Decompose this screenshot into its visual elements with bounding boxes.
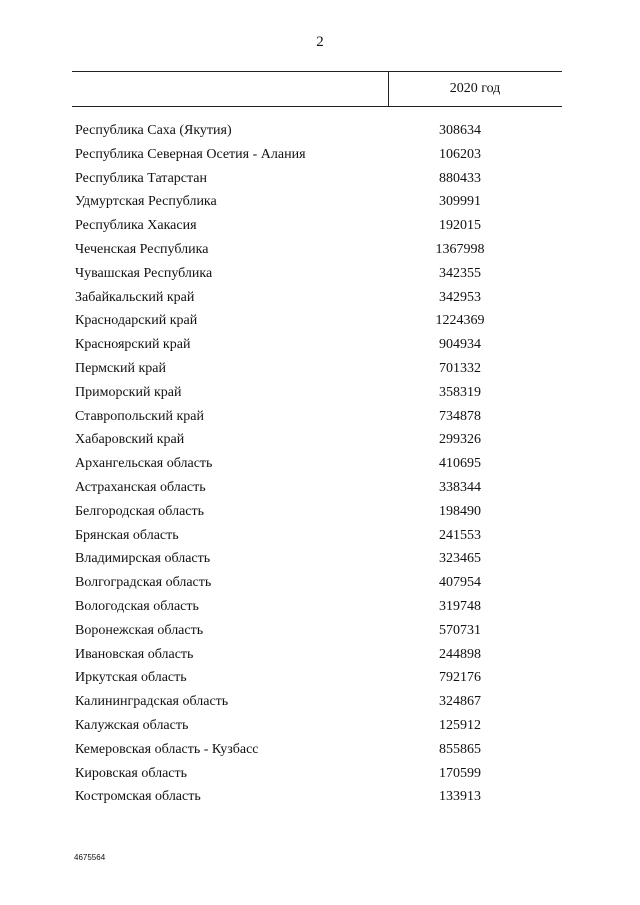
table-row [75,718,555,742]
region-name: Хабаровский край [75,432,185,448]
region-value: 198490 [439,503,481,519]
table-row [75,599,555,623]
region-name: Кировская область [75,765,188,781]
table-row [75,504,555,528]
table-row [75,218,555,242]
region-name: Кемеровская область - Кузбасс [75,741,259,757]
region-value: 1367998 [435,241,485,257]
region-name: Удмуртская Республика [75,194,217,210]
region-name: Ивановская область [75,646,194,662]
region-value: 407954 [439,575,481,591]
table-row [75,361,555,385]
region-name: Астраханская область [75,479,206,495]
region-name: Пермский край [75,360,166,376]
region-value: 170599 [439,765,481,781]
region-value: 241553 [439,527,481,543]
region-value: 323465 [439,551,481,567]
region-name: Красноярский край [75,337,191,353]
region-value: 904934 [439,337,481,353]
table-row [75,551,555,575]
region-name: Костромская область [75,789,201,805]
region-value: 106203 [439,146,481,162]
region-value: 244898 [439,646,481,662]
header-bottom-rule [72,106,562,107]
region-value: 324867 [439,694,481,710]
page-number: 2 [316,34,324,50]
table-row [75,337,555,361]
region-name: Иркутская область [75,670,187,686]
table-row [75,480,555,504]
region-name: Владимирская область [75,551,211,567]
region-value: 855865 [439,741,481,757]
region-name: Воронежская область [75,622,204,638]
table-row [75,242,555,266]
region-name: Архангельская область [75,456,213,472]
region-value: 125912 [439,717,481,733]
table-row [75,766,555,790]
table-header [72,71,562,107]
table-row [75,385,555,409]
table-row [75,623,555,647]
region-value: 133913 [439,789,481,805]
table-row [75,528,555,552]
table-row [75,742,555,766]
table-row [75,313,555,337]
region-name: Чувашская Республика [75,265,213,281]
region-value: 309991 [439,194,481,210]
region-name: Волгоградская область [75,575,212,591]
region-name: Калужская область [75,717,189,733]
region-name: Ставропольский край [75,408,204,424]
region-name: Вологодская область [75,598,199,614]
region-name: Чеченская Республика [75,241,209,257]
table-row [75,290,555,314]
region-value: 338344 [439,479,481,495]
region-name: Республика Саха (Якутия) [75,123,232,138]
region-name: Республика Хакасия [75,218,197,234]
region-value: 308634 [439,123,481,138]
region-name: Брянская область [75,527,179,543]
table-row [75,575,555,599]
region-value: 880433 [439,170,481,186]
table-row [75,409,555,433]
region-value: 410695 [439,456,481,472]
region-name: Приморский край [75,384,182,400]
header-top-rule [72,71,562,72]
region-value: 299326 [439,432,481,448]
table-row [75,694,555,718]
region-value: 734878 [439,408,481,424]
region-name: Забайкальский край [75,289,195,305]
table-row [75,123,555,147]
region-value: 792176 [439,670,481,686]
region-value: 358319 [439,384,481,400]
table-row [75,194,555,218]
region-table [75,123,555,813]
region-value: 192015 [439,218,481,234]
region-value: 1224369 [435,313,485,329]
table-row [75,456,555,480]
table-row [75,789,555,813]
region-value: 319748 [439,598,481,614]
region-value: 570731 [439,622,481,638]
region-name: Краснодарский край [75,313,198,329]
table-row [75,171,555,195]
table-row [75,147,555,171]
year-column-header: 2020 год [449,81,501,96]
table-row [75,266,555,290]
region-name: Республика Татарстан [75,170,208,186]
document-code: 4675564 [74,853,106,862]
region-value: 342953 [439,289,481,305]
region-name: Республика Северная Осетия - Алания [75,146,306,162]
region-name: Калининградская область [75,694,229,710]
table-row [75,647,555,671]
region-name: Белгородская область [75,503,205,519]
table-row [75,670,555,694]
region-value: 342355 [439,265,481,281]
region-value: 701332 [439,360,481,376]
table-row [75,432,555,456]
